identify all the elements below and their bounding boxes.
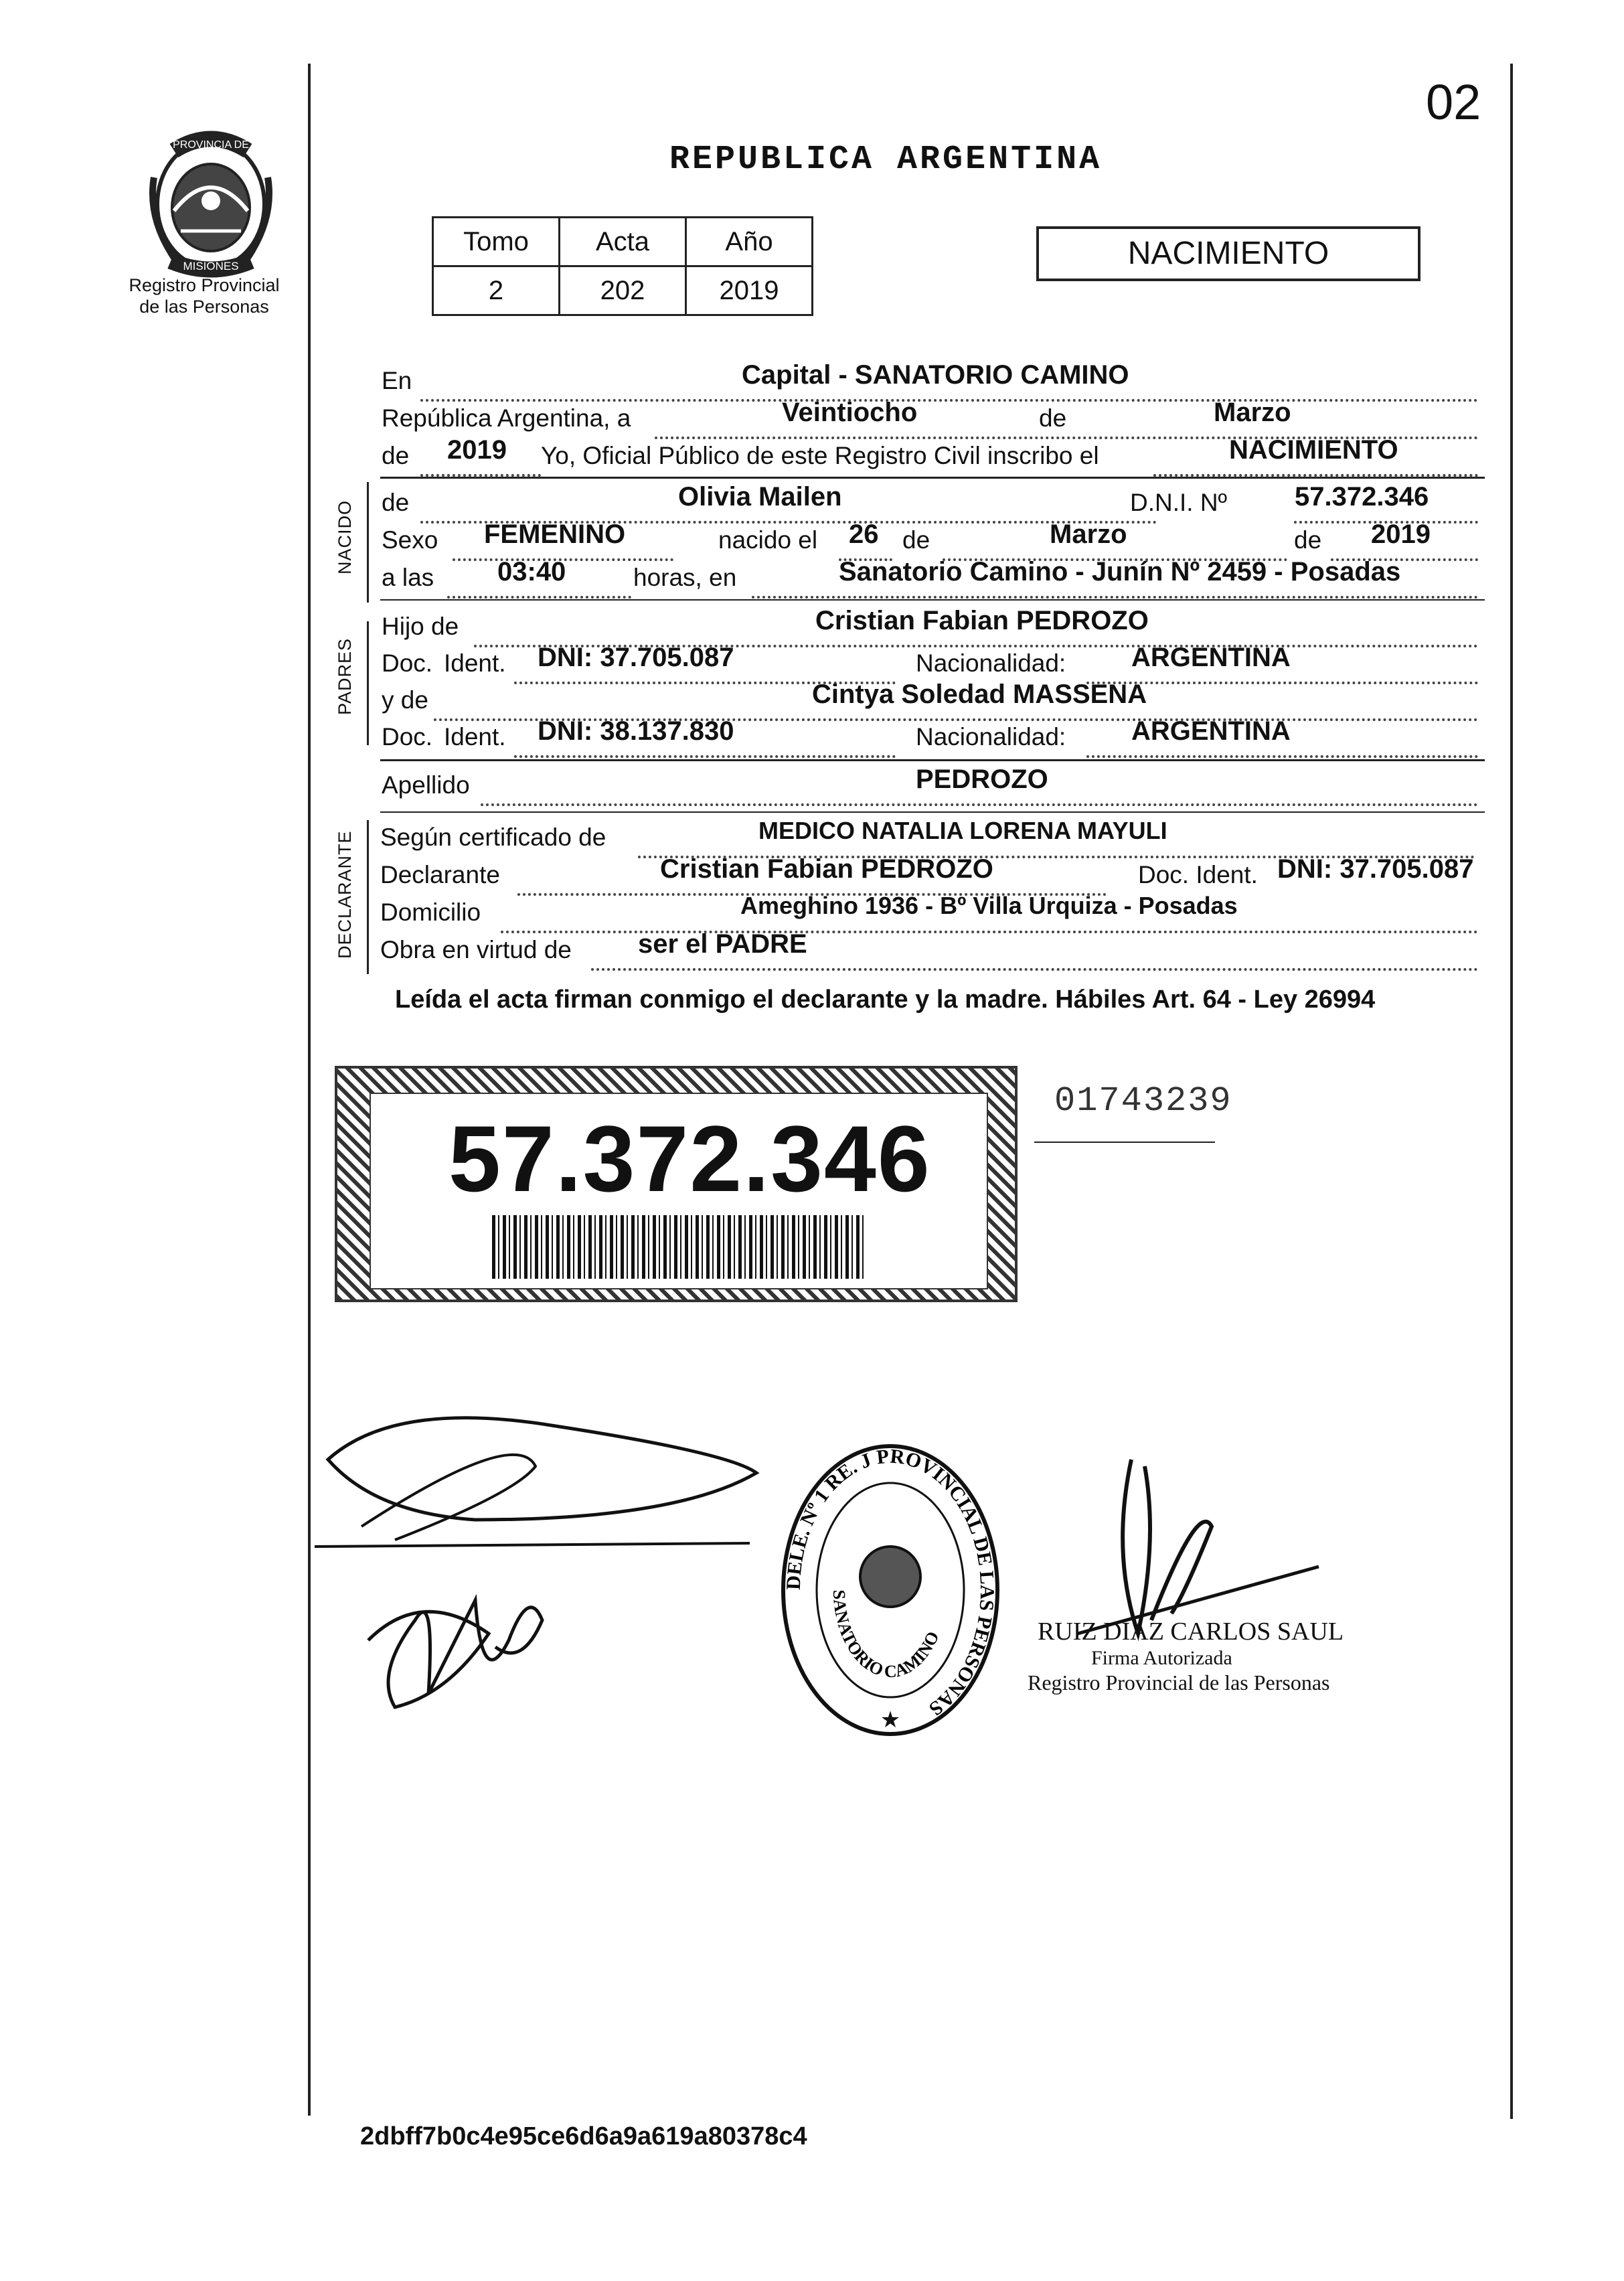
padre-doc-label-a: Doc. [382, 649, 433, 677]
register-header-tomo: Tomo [433, 218, 560, 266]
page-number: 02 [1426, 74, 1481, 130]
madre-doc-label-a: Doc. [382, 723, 433, 751]
hijo-label: Hijo de [382, 613, 459, 640]
row-obra [380, 929, 1483, 971]
nacido-de2-label: de [1294, 526, 1322, 554]
nacido-dia: 26 [849, 520, 879, 549]
divider-3 [380, 759, 1485, 761]
right-margin-line [1510, 64, 1513, 2119]
document-type-box: NACIMIENTO [1036, 226, 1420, 281]
divider-1 [380, 477, 1485, 479]
side-label-declarante: DECLARANTE [335, 830, 355, 959]
serial-number: 01743239 [1054, 1081, 1232, 1121]
nacido-anio: 2019 [1371, 520, 1431, 549]
sexo-value: FEMENINO [484, 520, 626, 549]
signer-title: Firma Autorizada [1091, 1647, 1232, 1669]
anio-value: 2019 [447, 435, 507, 465]
certificado-value: MEDICO NATALIA LORENA MAYULI [758, 817, 1167, 844]
signer-name: RUIZ DIAZ CARLOS SAUL [1038, 1618, 1344, 1646]
declarante-dni: DNI: 37.705.087 [1277, 854, 1474, 884]
closing-note: Leída el acta firman conmigo el declarante y la madre. Hábiles Art. 64 - Ley 26994 [395, 986, 1376, 1014]
padre-doc-label-b: Ident. [444, 649, 506, 677]
mes-value: Marzo [1214, 398, 1291, 427]
row-fecha [380, 398, 1483, 439]
register-table [432, 216, 813, 316]
fecha-prefix: República Argentina, a [382, 404, 631, 432]
dia-value: Veintiocho [782, 398, 918, 427]
lugar-value: Capital - SANATORIO CAMINO [742, 360, 1129, 390]
tipo-value: NACIMIENTO [1229, 435, 1398, 465]
certificado-label: Según certificado de [380, 823, 606, 851]
registry-seal-stamp [770, 1439, 1011, 1741]
obra-value: ser el PADRE [638, 929, 807, 959]
apellido-value: PEDROZO [916, 765, 1048, 794]
padre-dni: DNI: 37.705.087 [538, 643, 734, 672]
divider-2 [380, 599, 1485, 601]
barcode-bars [492, 1215, 867, 1279]
mother-signature [355, 1560, 556, 1721]
misiones-coat-of-arms-logo [134, 124, 288, 278]
nombre-label: de [382, 489, 410, 516]
oficial-text: Yo, Oficial Público de este Registro Civil inscribo el [541, 442, 1099, 469]
divider-4 [380, 811, 1485, 813]
register-value-tomo: 2 [433, 266, 560, 315]
register-value-anio: 2019 [686, 266, 813, 315]
madre-nombre: Cintya Soledad MASSENA [812, 680, 1147, 709]
register-header-anio: Año [686, 218, 813, 266]
logo-text-bottom: MISIONES [183, 260, 239, 272]
side-label-nacido: NACIDO [335, 499, 355, 574]
logo-caption [107, 274, 301, 317]
hora-label: a las [382, 564, 434, 591]
madre-doc-label-b: Ident. [444, 723, 506, 751]
row-hora [380, 557, 1483, 599]
serial-underline [1034, 1142, 1215, 1143]
madre-dni: DNI: 38.137.830 [538, 716, 734, 746]
svg-text:★: ★ [880, 1707, 901, 1733]
row-inscripcion [380, 435, 1483, 477]
nacido-bracket [367, 482, 369, 603]
padres-bracket [367, 621, 369, 745]
signer-organization: Registro Provincial de las Personas [1028, 1670, 1330, 1695]
lugar-label: En [382, 367, 412, 394]
logo-text-top: PROVINCIA DE [173, 139, 249, 151]
declarante-value: Cristian Fabian PEDROZO [660, 854, 993, 884]
madre-label: y de [382, 686, 428, 714]
dni-value: 57.372.346 [1295, 482, 1429, 512]
de-label: de [1036, 404, 1069, 432]
row-apellido [380, 765, 1483, 806]
nombre-value: Olivia Mailen [678, 482, 842, 512]
hora-value: 03:40 [497, 557, 566, 586]
madre-nacionalidad-label: Nacionalidad: [916, 723, 1066, 751]
padre-nombre: Cristian Fabian PEDROZO [815, 606, 1149, 635]
row-sexo [380, 520, 1483, 561]
dni-label: D.N.I. Nº [1130, 489, 1228, 516]
apellido-label: Apellido [382, 771, 470, 799]
seal-inner-text: SANATORIO CAMINO [829, 1589, 943, 1682]
nacido-de-label: de [902, 526, 930, 554]
logo-caption-line2: de las Personas [139, 297, 269, 317]
padre-nacionalidad: ARGENTINA [1131, 643, 1291, 672]
lugar-nacimiento: Sanatorio Camino - Junín Nº 2459 - Posadas [839, 557, 1401, 586]
nacido-label: nacido el [718, 526, 818, 554]
row-madre-doc [380, 716, 1483, 758]
country-title: REPUBLICA ARGENTINA [669, 141, 1103, 179]
row-declarante [380, 854, 1483, 896]
domicilio-value: Ameghino 1936 - Bº Villa Urquiza - Posadas [740, 892, 1238, 919]
madre-nacionalidad: ARGENTINA [1131, 716, 1291, 746]
declarante-bracket [367, 820, 369, 974]
dni-big-number: 57.372.346 [449, 1106, 931, 1211]
register-value-acta: 202 [560, 266, 686, 315]
declarante-doc-label: Doc. Ident. [1138, 861, 1258, 888]
nacido-mes: Marzo [1050, 520, 1127, 549]
row-certificado [380, 817, 1483, 858]
horas-en-label: horas, en [633, 564, 737, 591]
obra-label: Obra en virtud de [380, 936, 572, 963]
register-header-acta: Acta [560, 218, 686, 266]
side-label-padres: PADRES [335, 637, 355, 715]
padre-nacionalidad-label: Nacionalidad: [916, 649, 1066, 677]
row-lugar [380, 360, 1483, 402]
sexo-label: Sexo [382, 526, 438, 554]
declarante-label: Declarante [380, 861, 500, 888]
row-domicilio [380, 892, 1483, 933]
row-nombre [380, 482, 1483, 524]
domicilio-label: Domicilio [380, 898, 481, 926]
logo-caption-line1: Registro Provincial [129, 275, 280, 295]
left-margin-line [308, 64, 311, 2116]
document-hash: 2dbff7b0c4e95ce6d6a9a619a80378c4 [360, 2122, 807, 2150]
seal-outer-text: DELE. Nº 1 RE. J PROVINCIAL DE LAS PERSONAS [782, 1445, 999, 1721]
anio-prefix: de [382, 442, 410, 469]
